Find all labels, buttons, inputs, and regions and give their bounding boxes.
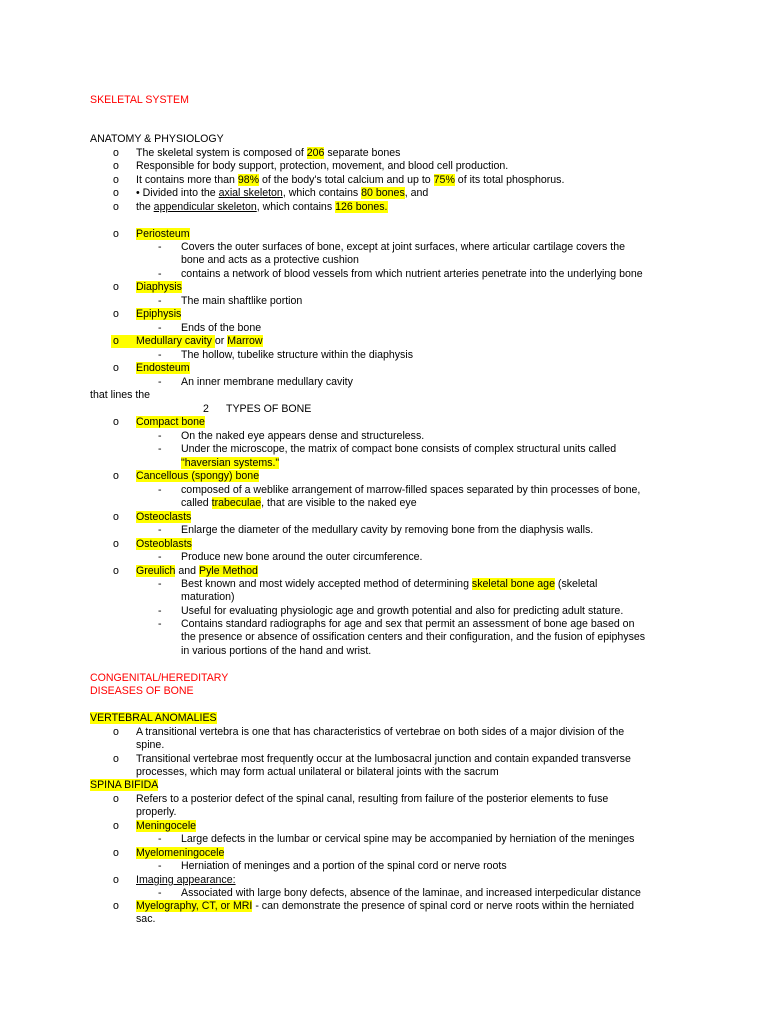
bullet-dash: -: [158, 295, 162, 307]
bullet-circle: o: [113, 726, 119, 738]
term-cancellous-bone: Cancellous (spongy) bone: [136, 470, 260, 482]
definition-line: Herniation of meninges and a portion of the spinal cord or nerve roots: [181, 860, 507, 872]
definition-line: Ends of the bone: [181, 322, 262, 334]
definition-line: called trabeculae, that are visible to the naked eye: [181, 497, 417, 509]
list-item: Refers to a posterior defect of the spinal canal, resulting from failure of the posterior elements to fuse: [136, 793, 609, 805]
bullet-circle: o: [113, 565, 119, 577]
list-item: Responsible for body support, protection, movement, and blood cell production.: [136, 160, 509, 172]
bullet-circle: o: [113, 511, 119, 523]
term-myelography: Myelography, CT, or MRI - can demonstrate the presence of spinal cord or nerve roots within the herniated: [136, 900, 634, 912]
list-item: It contains more than 98% of the body's total calcium and up to 75% of its total phosphorus.: [136, 174, 565, 186]
bullet-circle: o: [113, 160, 119, 172]
section-heading-anatomy: ANATOMY & PHYSIOLOGY: [90, 133, 224, 145]
bullet-circle: o: [113, 362, 119, 374]
bullet-dash: -: [158, 551, 162, 563]
section-heading-types: TYPES OF BONE: [226, 403, 312, 415]
list-item: • Divided into the axial skeleton, which contains 80 bones, and: [136, 187, 429, 199]
bullet-circle: o: [113, 147, 119, 159]
definition-line: in various portions of the hand and wrist.: [181, 645, 372, 657]
bullet-dash: -: [158, 578, 162, 590]
list-item: properly.: [136, 806, 177, 818]
definition-line: bone and acts as a protective cushion: [181, 254, 359, 266]
term-diaphysis: Diaphysis: [136, 281, 182, 293]
bullet-dash: -: [158, 322, 162, 334]
definition-line: On the naked eye appears dense and structureless.: [181, 430, 425, 442]
bullet-circle: o: [113, 470, 119, 482]
bullet-dash: -: [158, 887, 162, 899]
section-heading-diseases: DISEASES OF BONE: [90, 685, 194, 697]
bullet-circle: o: [113, 281, 119, 293]
definition-line: composed of a weblike arrangement of marrow-filled spaces separated by thin processes of bone,: [181, 484, 641, 496]
definition-line: contains a network of blood vessels from which nutrient arteries penetrate into the underlying bone: [181, 268, 643, 280]
definition-line: maturation): [181, 591, 235, 603]
list-item: sac.: [136, 913, 156, 925]
bullet-circle: o: [113, 174, 119, 186]
list-item: Transitional vertebrae most frequently occur at the lumbosacral junction and contain expanded transverse: [136, 753, 631, 765]
definition-line: Covers the outer surfaces of bone, except at joint surfaces, where articular cartilage covers the: [181, 241, 625, 253]
bullet-circle: o: [113, 847, 119, 859]
definition-line: Contains standard radiographs for age and sex that permit an assessment of bone age based on: [181, 618, 635, 630]
bullet-dash: -: [158, 241, 162, 253]
bullet-dash: -: [158, 860, 162, 872]
definition-line: Enlarge the diameter of the medullary cavity by removing bone from the diaphysis walls.: [181, 524, 594, 536]
term-epiphysis: Epiphysis: [136, 308, 182, 320]
bullet-circle: o: [113, 201, 119, 213]
definition-line: Under the microscope, the matrix of compact bone consists of complex structural units called: [181, 443, 617, 455]
definition-line: The hollow, tubelike structure within the diaphysis: [181, 349, 414, 361]
bullet-circle: o: [113, 187, 119, 199]
bullet-circle: o: [113, 335, 119, 347]
list-item: the appendicular skeleton, which contains 126 bones.: [136, 201, 388, 213]
term-periosteum: Periosteum: [136, 228, 190, 240]
term-greulich-pyle: Greulich and Pyle Method: [136, 565, 258, 577]
definition-line: Associated with large bony defects, absence of the laminae, and increased interpedicular distance: [181, 887, 641, 899]
section-heading-congenital: CONGENITAL/HEREDITARY: [90, 672, 229, 684]
bullet-dash: -: [158, 618, 162, 630]
bullet-circle: o: [113, 874, 119, 886]
continuation-text: that lines the: [90, 389, 151, 401]
definition-line: Best known and most widely accepted method of determining skeletal bone age (skeletal: [181, 578, 598, 590]
term-meningocele: Meningocele: [136, 820, 197, 832]
subheading-vertebral-anomalies: VERTEBRAL ANOMALIES: [90, 712, 217, 724]
bullet-dash: -: [158, 833, 162, 845]
definition-line: Useful for evaluating physiologic age and growth potential and also for predicting adult stature.: [181, 605, 624, 617]
bullet-circle: o: [113, 228, 119, 240]
bullet-dash: -: [158, 268, 162, 280]
bullet-circle: o: [113, 820, 119, 832]
definition-line: Produce new bone around the outer circumference.: [181, 551, 423, 563]
term-medullary: Medullary cavity or Marrow: [136, 335, 263, 347]
bullet-dash: -: [158, 349, 162, 361]
definition-line: Large defects in the lumbar or cervical spine may be accompanied by herniation of the meninges: [181, 833, 635, 845]
bullet-circle: o: [113, 900, 119, 912]
term-endosteum: Endosteum: [136, 362, 190, 374]
bullet-circle: o: [113, 538, 119, 550]
list-item: spine.: [136, 739, 165, 751]
term-myelomeningocele: Myelomeningocele: [136, 847, 225, 859]
term-osteoclasts: Osteoclasts: [136, 511, 192, 523]
bullet-dash: -: [158, 443, 162, 455]
list-item: processes, which may form actual unilateral or bilateral joints with the sacrum: [136, 766, 499, 778]
bullet-dash: -: [158, 376, 162, 388]
definition-line: An inner membrane medullary cavity: [181, 376, 353, 388]
list-item: A transitional vertebra is one that has characteristics of vertebrae on both sides of a major division of the: [136, 726, 625, 738]
bullet-dash: -: [158, 524, 162, 536]
document-title: SKELETAL SYSTEM: [90, 94, 189, 106]
bullet-circle: o: [113, 416, 119, 428]
types-number: 2: [203, 403, 209, 415]
bullet-circle: o: [113, 793, 119, 805]
definition-line: "haversian systems.": [181, 457, 280, 469]
bullet-circle: o: [113, 753, 119, 765]
definition-line: The main shaftlike portion: [181, 295, 303, 307]
term-osteoblasts: Osteoblasts: [136, 538, 192, 550]
subheading-spina-bifida: SPINA BIFIDA: [90, 779, 159, 791]
bullet-circle: o: [113, 308, 119, 320]
term-compact-bone: Compact bone: [136, 416, 205, 428]
definition-line: the presence or absence of ossification centers and their configuration, and the fusion of epiphyses: [181, 631, 646, 643]
bullet-dash: -: [158, 605, 162, 617]
bullet-dash: -: [158, 430, 162, 442]
bullet-dash: -: [158, 484, 162, 496]
list-item: The skeletal system is composed of 206 separate bones: [136, 147, 401, 159]
term-imaging-appearance: Imaging appearance:: [136, 874, 236, 886]
